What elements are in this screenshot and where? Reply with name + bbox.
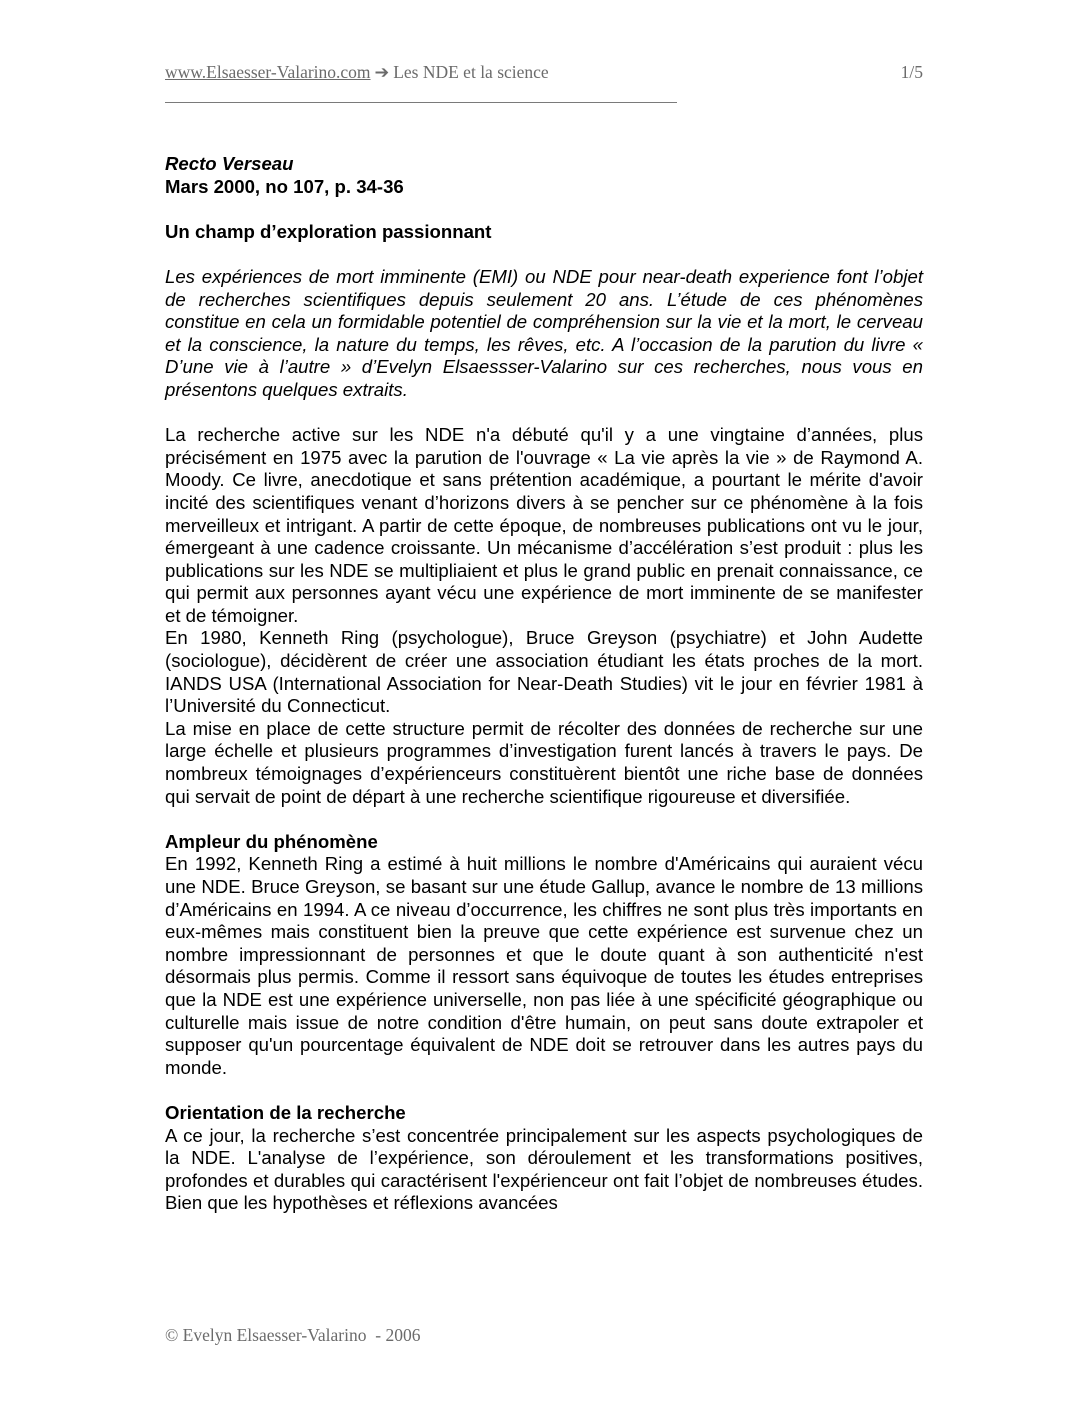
article-title: Un champ d’exploration passionnant [165, 220, 492, 242]
publication-name: Recto Verseau [165, 153, 294, 174]
section-heading: Orientation de la recherche [165, 1101, 406, 1123]
paragraph: A ce jour, la recherche s’est concentrée principalement sur les aspects psychologiques de la NDE. L'analyse de l’expérience, son déroulement et les transformations positives, profondes et durables qui caractérisent l'expérienceur ont fait l’objet de nombreuses études. Bien que les hypothèses et réflexions avancées [165, 1124, 923, 1214]
document-body [165, 153, 923, 1215]
paragraph: En 1992, Kenneth Ring a estimé à huit millions le nombre d'Américains qui auraient vécu une NDE. Bruce Greyson, se basant sur une étude Gallup, avance le nombre de 13 millions d’Américains en 1994. A ce niveau d’occurrence, les chiffres ne sont plus très importants en eux-mêmes mais constituent bien la preuve que cette expérience est survenue chez un nombre impressionnant de personnes et que le doute quant à son authenticité n'est désormais plus permis. Comme il ressort sans équivoque de toutes les études entreprises que la NDE est une expérience universelle, non pas liée à une spécificité géographique ou culturelle mais issue de notre condition d'être humain, on peut sans doute extrapoler et supposer qu'un pourcentage équivalent de NDE doit se retrouver dans les autres pays du monde. [165, 853, 923, 1078]
section-heading: Ampleur du phénomène [165, 830, 378, 852]
paragraph: En 1980, Kenneth Ring (psychologue), Bruce Greyson (psychiatre) et John Audette (sociologue), décidèrent de créer une association étudiant les états proches de la mort. IANDS USA (International Association for Near-Death Studies) vit le jour en février 1981 à l’Université du Connecticut. [165, 627, 923, 717]
header-divider [165, 102, 677, 103]
publication-reference: Mars 2000, no 107, p. 34-36 [165, 175, 404, 197]
paragraph: La recherche active sur les NDE n'a débuté qu'il y a une vingtaine d’années, plus précisément en 1975 avec la parution de l'ouvrage « La vie après la vie » de Raymond A. Moody. Ce livre, anecdotique et sans prétention académique, a pourtant le mérite d'avoir incité des scientifiques venant d’horizons divers à se pencher sur ce phénomène à la fois merveilleux et intrigant. A partir de cette époque, de nombreuses publications ont vu le jour, émergeant à une cadence croissante. Un mécanisme d’accélération s’est produit : plus les publications sur les NDE se multipliaient et plus le grand public en prenait connaissance, ce qui permit aux personnes ayant vécu une expérience de mort imminente de se manifester et de témoigner. [165, 424, 923, 626]
article-lead: Les expériences de mort imminente (EMI) ou NDE pour near-death experience font l’objet de recherches scientifiques depuis seulement 20 ans. L’étude de ces phénomènes constitue en cela un formidable potentiel de compréhension sur la vie et la mort, le cerveau et la conscience, la nature du temps, les rêves, etc. A l’occasion de la parution du livre « D’une vie à l’autre » d’Evelyn Elsaessser-Valarino sur ces recherches, nous vous en présentons quelques extraits. [165, 265, 923, 400]
section-label: Les NDE et la science [393, 62, 549, 82]
arrow-right-icon: ➔ [374, 62, 390, 82]
paragraph: La mise en place de cette structure permit de récolter des données de recherche sur une large échelle et plusieurs programmes d’investigation furent lancés à travers le pays. De nombreux témoignages d’expérienceurs constituèrent bientôt une riche base de données qui servait de point de départ à une recherche scientifique rigoureuse et diversifiée. [165, 717, 923, 807]
site-link[interactable]: www.Elsaesser-Valarino.com [165, 62, 371, 82]
page-header [165, 62, 923, 86]
page-footer: © Evelyn Elsaesser-Valarino - 2006 [165, 1325, 421, 1345]
page-number: 1/5 [900, 62, 923, 82]
